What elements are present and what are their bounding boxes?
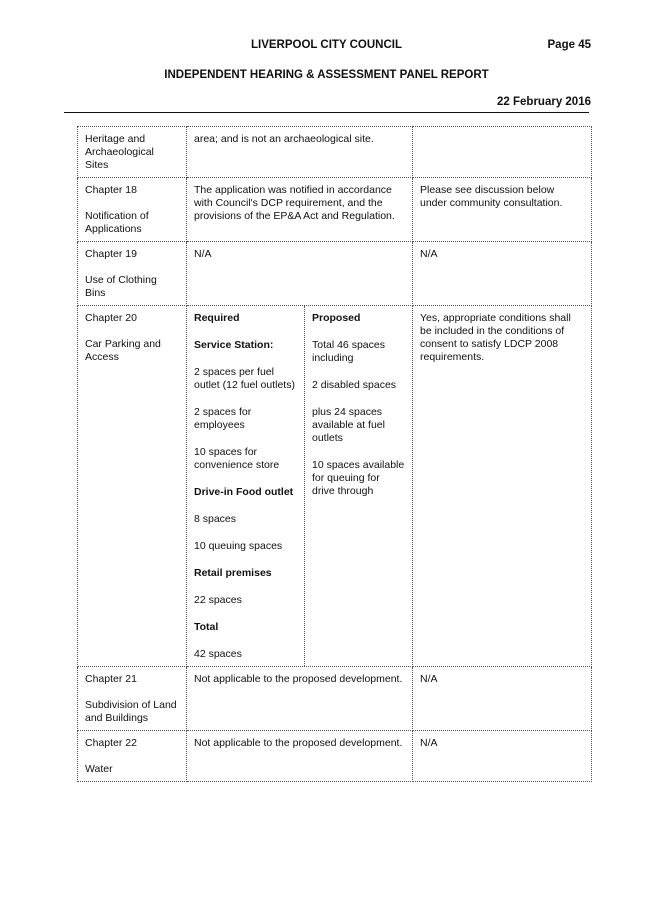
header-rule: [64, 112, 589, 113]
required-item: 22 spaces: [194, 594, 242, 606]
compliance-text: Yes, appropriate conditions shall be included in the conditions of consent to satisfy LDCP 2008 requirements.: [420, 312, 571, 363]
council-name: LIVERPOOL CITY COUNCIL: [250, 39, 402, 51]
compliance-cell: [413, 242, 592, 306]
chapter-number: Chapter 21: [85, 673, 137, 685]
chapter-title: Use of Clothing Bins: [85, 274, 157, 299]
assessment-text: Not applicable to the proposed development.: [194, 673, 403, 685]
parking-subtable: [187, 306, 412, 666]
chapter-number: Chapter 19: [85, 248, 137, 260]
proposed-item: Total 46 spaces including: [312, 339, 385, 364]
report-title: INDEPENDENT HEARING & ASSESSMENT PANEL REPORT: [164, 69, 489, 81]
compliance-table: [77, 126, 592, 782]
assessment-text: area; and is not an archaeological site.: [194, 133, 374, 145]
table-row: [78, 667, 592, 731]
chapter-title: Notification of Applications: [85, 210, 149, 235]
assessment-text: N/A: [194, 248, 212, 260]
required-item: 2 spaces per fuel outlet (12 fuel outlets): [194, 366, 295, 391]
compliance-text: Please see discussion below under community consultation.: [420, 184, 563, 209]
assessment-cell: [187, 731, 413, 782]
compliance-cell: [413, 667, 592, 731]
required-item: Drive-in Food outlet: [194, 486, 294, 498]
compliance-cell: [413, 731, 592, 782]
assessment-cell: [187, 127, 413, 178]
assessment-text: The application was notified in accordance with Council's DCP requirement, and the provisions of the EP&A Act and Regulation.: [194, 184, 395, 222]
table-row: [78, 127, 592, 178]
chapter-number: Chapter 18: [85, 184, 137, 196]
compliance-text: N/A: [420, 737, 438, 749]
report-date: 22 February 2016: [497, 96, 591, 108]
table-row: [78, 731, 592, 782]
chapter-title: Water: [85, 763, 113, 775]
compliance-cell: [413, 306, 592, 667]
proposed-item: 2 disabled spaces: [312, 379, 397, 391]
topic-cell: [78, 667, 187, 731]
table-row: [78, 242, 592, 306]
table-row: [78, 178, 592, 242]
compliance-text: N/A: [420, 248, 438, 260]
required-item: 2 spaces for employees: [194, 406, 252, 431]
required-item: Service Station:: [194, 339, 274, 351]
required-item: 8 spaces: [194, 513, 237, 525]
parking-comparison-cell: [187, 306, 413, 667]
chapter-title: Car Parking and Access: [85, 338, 161, 363]
topic-cell: [78, 178, 187, 242]
topic-cell: [78, 731, 187, 782]
assessment-cell: [187, 667, 413, 731]
proposed-item: plus 24 spaces available at fuel outlets: [312, 406, 385, 444]
chapter-title: Subdivision of Land and Buildings: [85, 699, 177, 724]
topic-cell: [78, 306, 187, 667]
topic-cell: [78, 127, 187, 178]
required-item: 10 spaces for convenience store: [194, 446, 280, 471]
topic-cell: [78, 242, 187, 306]
required-item: Required: [194, 312, 240, 324]
assessment-text: Not applicable to the proposed development.: [194, 737, 403, 749]
assessment-cell: [187, 178, 413, 242]
assessment-cell: [187, 242, 413, 306]
chapter-number: Chapter 20: [85, 312, 137, 324]
proposed-item: 10 spaces available for queuing for drive through: [312, 459, 405, 497]
required-item: Retail premises: [194, 567, 272, 579]
required-item: Total: [194, 621, 219, 633]
compliance-text: N/A: [420, 673, 438, 685]
required-item: 42 spaces: [194, 648, 242, 660]
compliance-cell: [413, 127, 592, 178]
proposed-item: Proposed: [312, 312, 361, 324]
compliance-cell: [413, 178, 592, 242]
topic-line: Heritage and Archaeological Sites: [85, 133, 154, 171]
required-column: [187, 306, 305, 666]
page-number: Page 45: [547, 39, 591, 51]
proposed-column: [305, 306, 413, 666]
required-item: 10 queuing spaces: [194, 540, 283, 552]
table-row: [78, 306, 592, 667]
chapter-number: Chapter 22: [85, 737, 137, 749]
